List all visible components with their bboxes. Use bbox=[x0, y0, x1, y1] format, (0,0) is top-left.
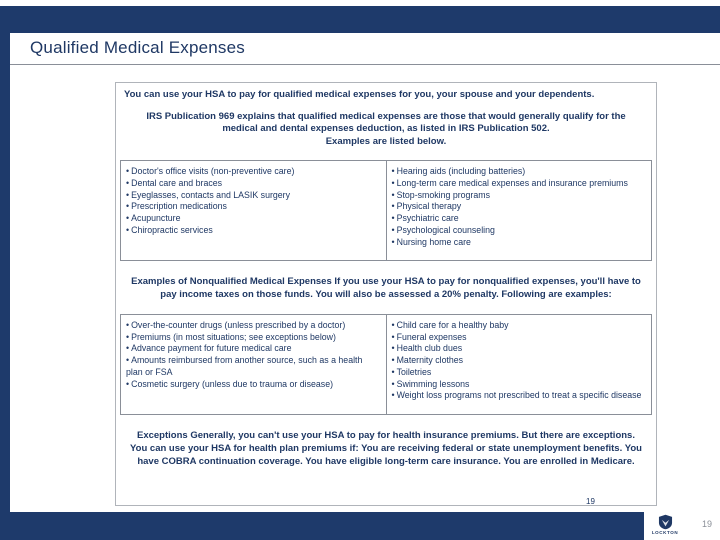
left-accent-strip bbox=[0, 33, 10, 512]
bullet-item: • Acupuncture bbox=[126, 213, 380, 225]
qualified-right-list bbox=[387, 161, 652, 260]
bullet-item: • Stop-smoking programs bbox=[392, 190, 646, 202]
bullet-item: • Prescription medications bbox=[126, 201, 380, 213]
page-title: Qualified Medical Expenses bbox=[30, 38, 245, 57]
exceptions-paragraph: Exceptions Generally, you can't use your HSA to pay for health insurance premiums. But there are exceptions. You can use your HSA for health plan premiums if: You are receiving federal or state unemployment benefits. You have COBRA continuation coverage. You have eligible long-term care insurance. You are enrolled in Medicare. bbox=[130, 429, 642, 468]
bottom-bar bbox=[0, 512, 720, 540]
bullet-item: • Swimming lessons bbox=[392, 379, 646, 391]
bullet-item: • Advance payment for future medical care bbox=[126, 343, 380, 355]
brand-label: LOCKTON bbox=[651, 529, 679, 535]
nonqualified-right-list bbox=[387, 315, 652, 414]
nonqualified-heading: Examples of Nonqualified Medical Expenses If you use your HSA to pay for nonqualified expenses, you'll have to pay income taxes on those funds. You will also be assessed a 20% penalty. Following are examples: bbox=[131, 276, 641, 301]
qualified-expenses-table bbox=[120, 160, 652, 261]
intro-paragraph: You can use your HSA to pay for qualified medical expenses for you, your spouse and your dependents. bbox=[124, 89, 595, 100]
bullet-item: • Funeral expenses bbox=[392, 332, 646, 344]
bullet-item: • Cosmetic surgery (unless due to trauma or disease) bbox=[126, 379, 380, 391]
inline-page-number: 19 bbox=[586, 497, 595, 506]
bullet-item: • Child care for a healthy baby bbox=[392, 320, 646, 332]
bullet-item: • Eyeglasses, contacts and LASIK surgery bbox=[126, 190, 380, 202]
examples-listed-text: Examples are listed below. bbox=[325, 135, 447, 147]
bullet-item: • Psychiatric care bbox=[392, 213, 646, 225]
irs-publication-text: IRS Publication 969 explains that qualified medical expenses are those that would generally qualify for the medical and dental expenses deduction, as listed in IRS Publication 502. bbox=[146, 110, 626, 135]
bullet-item: • Maternity clothes bbox=[392, 355, 646, 367]
bullet-item: • Hearing aids (including batteries) bbox=[392, 166, 646, 178]
title-divider bbox=[10, 64, 720, 65]
footer-logo-area bbox=[644, 508, 720, 540]
bullet-item: • Premiums (in most situations; see exceptions below) bbox=[126, 332, 380, 344]
bullet-item: • Nursing home care bbox=[392, 237, 646, 249]
bullet-item: • Amounts reimbursed from another source, such as a health plan or FSA bbox=[126, 355, 380, 379]
nonqualified-expenses-table bbox=[120, 314, 652, 415]
bullet-item: • Psychological counseling bbox=[392, 225, 646, 237]
nonqualified-left-list bbox=[121, 315, 387, 414]
irs-publication-paragraph bbox=[132, 111, 640, 149]
content-box bbox=[115, 82, 657, 506]
footer-page-number: 19 bbox=[701, 519, 712, 529]
bullet-item: • Toiletries bbox=[392, 367, 646, 379]
bullet-item: • Weight loss programs not prescribed to treat a specific disease bbox=[392, 390, 646, 402]
top-accent-bar bbox=[0, 6, 720, 33]
bullet-item: • Health club dues bbox=[392, 343, 646, 355]
bullet-item: • Over-the-counter drugs (unless prescribed by a doctor) bbox=[126, 320, 380, 332]
bullet-item: • Long-term care medical expenses and insurance premiums bbox=[392, 178, 646, 190]
bullet-item: • Doctor's office visits (non-preventive care) bbox=[126, 166, 380, 178]
bullet-item: • Chiropractic services bbox=[126, 225, 380, 237]
lockton-logo bbox=[644, 513, 686, 536]
bullet-item: • Dental care and braces bbox=[126, 178, 380, 190]
bullet-item: • Physical therapy bbox=[392, 201, 646, 213]
qualified-left-list bbox=[121, 161, 387, 260]
shield-icon bbox=[644, 514, 686, 530]
